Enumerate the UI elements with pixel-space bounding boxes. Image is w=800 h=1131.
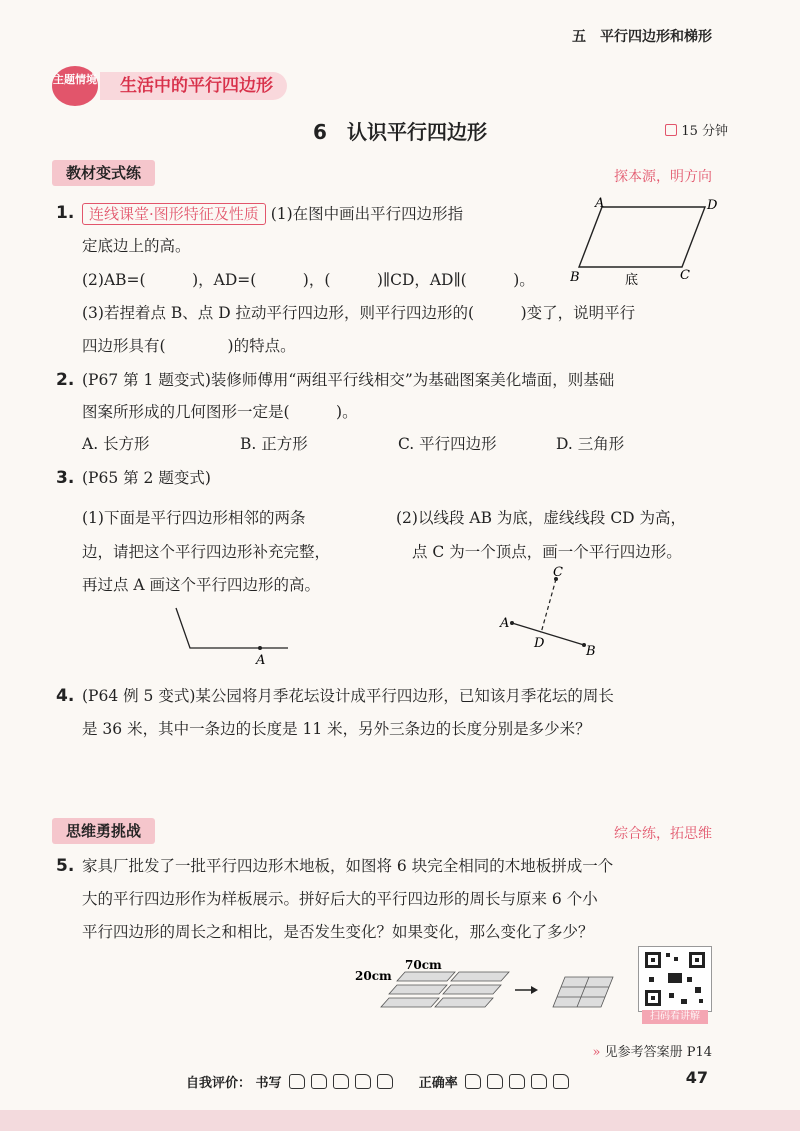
q1-parallelogram-figure (570, 195, 720, 290)
q5-line2: 大的平行四边形作为样板展示。拼好后大的平行四边形的周长与原来 6 个小 (82, 890, 598, 908)
q3-right2: 点 C 为一个顶点，画一个平行四边形。 (412, 543, 682, 561)
thumbs-up-icon[interactable] (531, 1074, 547, 1089)
qr-pattern-icon (639, 947, 711, 1011)
qr-label: 扫码看讲解 (642, 1010, 708, 1024)
q1-line2: 定底边上的高。 (82, 237, 191, 255)
label-A-right: A (500, 616, 510, 631)
label-20cm: 20cm (355, 969, 392, 983)
section2-tag: 综合练，拓思维 (614, 826, 712, 842)
segment-CD (541, 579, 556, 633)
self-evaluation (186, 1072, 572, 1091)
q5-number: 5. (56, 856, 75, 876)
label-D-right: D (534, 636, 545, 651)
answer-reference-text: 见参考答案册 P14 (604, 1045, 712, 1060)
section-thinking-challenge: 思维勇挑战 (52, 818, 155, 844)
thumbs-up-icon[interactable] (553, 1074, 569, 1089)
q1-tag: 连线课堂·图形特征及性质 (82, 203, 266, 225)
q1-line1 (82, 203, 463, 225)
six-small-boards (381, 972, 509, 1007)
q5-line1: 家具厂批发了一批平行四边形木地板，如图将 6 块完全相同的木地板拼成一个 (82, 857, 614, 875)
segment-AB (512, 623, 584, 645)
q3-left2: 边，请把这个平行四边形补充完整， (82, 543, 331, 561)
section-textbook-practice: 教材变式练 (52, 160, 155, 186)
theme-banner: 生活中的平行四边形 (100, 72, 287, 100)
q5-floor-figure (355, 955, 620, 1010)
thumbs-up-icon[interactable] (377, 1074, 393, 1089)
label-A-left: A (256, 653, 266, 668)
chapter-header: 五 平行四边形和梯形 (572, 29, 712, 45)
q4-number: 4. (56, 686, 75, 706)
q3-number: 3. (56, 468, 75, 488)
combined-board (553, 977, 613, 1007)
q4-line2: 是 36 米，其中一条边的长度是 11 米，另外三条边的长度分别是多少米？ (82, 720, 591, 738)
q2-option-d: D. 三角形 (556, 435, 625, 453)
qr-code[interactable] (638, 946, 712, 1012)
q3-right-figure (498, 565, 608, 660)
q2-line1: (P67 第 1 题变式)装修师傅用“两组平行线相交”为基础图案美化墙面，则基础 (82, 371, 615, 389)
q1-line3: (2)AB=( )，AD=( )，( )∥CD，AD∥( )。 (82, 271, 535, 289)
q2-option-a: A. 长方形 (82, 435, 150, 453)
label-base: 底 (625, 273, 639, 288)
q2-option-c: C. 平行四边形 (398, 435, 497, 453)
accuracy-label: 正确率 (418, 1076, 458, 1091)
point-A-right (510, 621, 514, 625)
section-tag: 探本源，明方向 (614, 169, 712, 185)
time-badge (665, 120, 728, 139)
q3-right1: (2)以线段 AB 为底，虚线线段 CD 为高， (396, 509, 687, 527)
label-B: B (570, 270, 580, 285)
q2-number: 2. (56, 370, 75, 390)
page-number: 47 (685, 1068, 708, 1087)
q3-left3: 再过点 A 画这个平行四边形的高。 (82, 576, 321, 594)
thumbs-up-icon[interactable] (465, 1074, 481, 1089)
label-C-right: C (553, 565, 563, 580)
thumbs-up-icon[interactable] (487, 1074, 503, 1089)
q3-line1: (P65 第 2 题变式) (82, 469, 211, 487)
label-D: D (707, 198, 718, 213)
q2-line2: 图案所形成的几何图形一定是( )。 (82, 403, 358, 421)
theme-badge: 主题情境 (52, 66, 98, 106)
q1-line5: 四边形具有( )的特点。 (82, 337, 296, 355)
self-eval-label: 自我评价： (186, 1076, 252, 1091)
q1-line1-text: (1)在图中画出平行四边形指 (270, 205, 464, 223)
thumbs-up-icon[interactable] (311, 1074, 327, 1089)
q3-left1: (1)下面是平行四边形相邻的两条 (82, 509, 306, 527)
q5-line3: 平行四边形的周长之和相比，是否发生变化？如果变化，那么变化了多少？ (82, 923, 594, 941)
q1-line4: (3)若捏着点 B、点 D 拉动平行四边形，则平行四边形的( )变了，说明平行 (82, 304, 636, 322)
parallelogram-shape (579, 207, 705, 267)
lesson-title: 6 认识平行四边形 (313, 120, 487, 144)
double-chevron-icon: » (592, 1045, 601, 1060)
thumbs-up-icon[interactable] (355, 1074, 371, 1089)
label-B-right: B (586, 644, 596, 659)
q1-number: 1. (56, 203, 75, 223)
clock-icon (665, 124, 677, 136)
q3-left-figure (170, 600, 300, 670)
arrow-head (531, 986, 538, 994)
label-70cm: 70cm (405, 958, 442, 972)
answer-reference (592, 1041, 712, 1060)
q2-option-b: B. 正方形 (240, 435, 308, 453)
thumbs-up-icon[interactable] (333, 1074, 349, 1089)
thumbs-up-icon[interactable] (509, 1074, 525, 1089)
adjacent-sides (176, 608, 288, 648)
bottom-decorative-strip (0, 1110, 800, 1131)
label-A: A (595, 196, 605, 211)
point-A (258, 646, 262, 650)
thumbs-up-icon[interactable] (289, 1074, 305, 1089)
writing-label: 书写 (255, 1076, 282, 1091)
label-C: C (680, 268, 690, 283)
time-text: 15 分钟 (681, 124, 728, 139)
q4-line1: (P64 例 5 变式)某公园将月季花坛设计成平行四边形，已知该月季花坛的周长 (82, 687, 614, 705)
